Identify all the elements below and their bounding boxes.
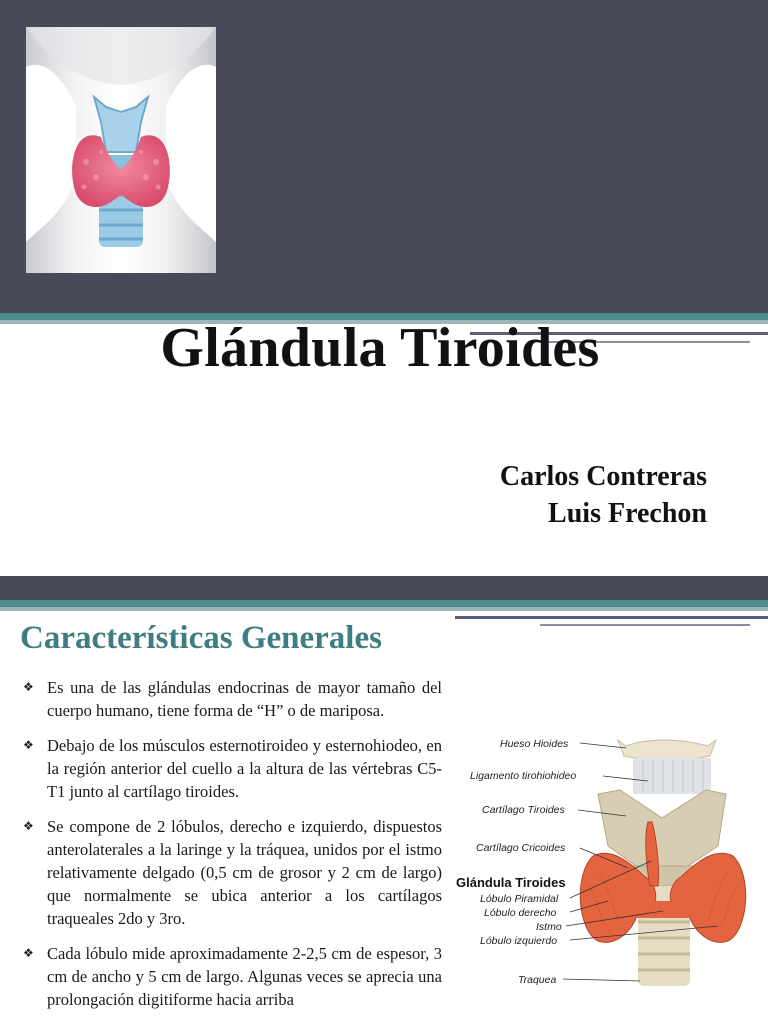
label-lobulo-derecho: Lóbulo derecho bbox=[484, 907, 557, 919]
label-istmo: Istmo bbox=[536, 921, 562, 933]
bullet-text: Se compone de 2 lóbulos, derecho e izquierdo, dispuestos anterolaterales a la laringe y la tráquea, unidos por el istmo relativamente delgado (0,5 cm de grosor y 2 cm de largo) que normalmente se ubica anterior a los cartílagos traqueales 2do y 3ro. bbox=[47, 817, 442, 928]
label-lobulo-izquierdo: Lóbulo izquierdo bbox=[480, 935, 558, 947]
label-hueso-hioides: Hueso Hioides bbox=[500, 738, 569, 750]
presentation-title: Glándula Tiroides bbox=[160, 317, 600, 379]
author-name: Luis Frechon bbox=[548, 498, 707, 529]
thyroid-neck-illustration bbox=[26, 27, 216, 273]
label-traquea: Traquea bbox=[518, 974, 557, 986]
content-slide bbox=[0, 576, 768, 1024]
thyroid-anatomy-figure bbox=[448, 726, 768, 1024]
label-lobulo-piramidal: Lóbulo Piramidal bbox=[480, 893, 559, 905]
accent-stripe bbox=[0, 607, 768, 611]
list-item bbox=[22, 815, 442, 930]
diamond-bullet-icon: ❖ bbox=[23, 680, 34, 694]
bullet-text: Debajo de los músculos esternotiroideo y esternohiodeo, en la región anterior del cuello a la altura de las vértebras C5-T1 junto al cartílago tiroides. bbox=[47, 736, 442, 801]
label-cartilago-cricoides: Cartílago Cricoides bbox=[476, 842, 566, 854]
label-cartilago-tiroides: Cartílago Tiroides bbox=[482, 804, 565, 816]
bullet-text: Cada lóbulo mide aproximadamente 2-2,5 cm de espesor, 3 cm de ancho y 5 cm de largo. Algunas veces se aprecia una prolongación digitiforme hacia arriba bbox=[47, 944, 442, 1009]
header-band bbox=[0, 576, 768, 600]
diamond-bullet-icon: ❖ bbox=[23, 738, 34, 752]
list-item bbox=[22, 676, 442, 722]
label-ligamento: Ligamento tirohiohideo bbox=[470, 770, 577, 782]
accent-stripe bbox=[455, 616, 768, 619]
diamond-bullet-icon: ❖ bbox=[23, 946, 34, 960]
list-item bbox=[22, 734, 442, 803]
bullet-list bbox=[22, 676, 442, 1023]
accent-stripe bbox=[0, 600, 768, 607]
author-name: Carlos Contreras bbox=[499, 461, 707, 492]
list-item bbox=[22, 942, 442, 1011]
accent-stripe bbox=[540, 624, 750, 626]
diamond-bullet-icon: ❖ bbox=[23, 819, 34, 833]
label-glandula-tiroides: Glándula Tiroides bbox=[456, 875, 566, 890]
bullet-text: Es una de las glándulas endocrinas de mayor tamaño del cuerpo humano, tiene forma de “H” o de mariposa. bbox=[47, 678, 442, 720]
slide-title: Características Generales bbox=[20, 620, 382, 656]
